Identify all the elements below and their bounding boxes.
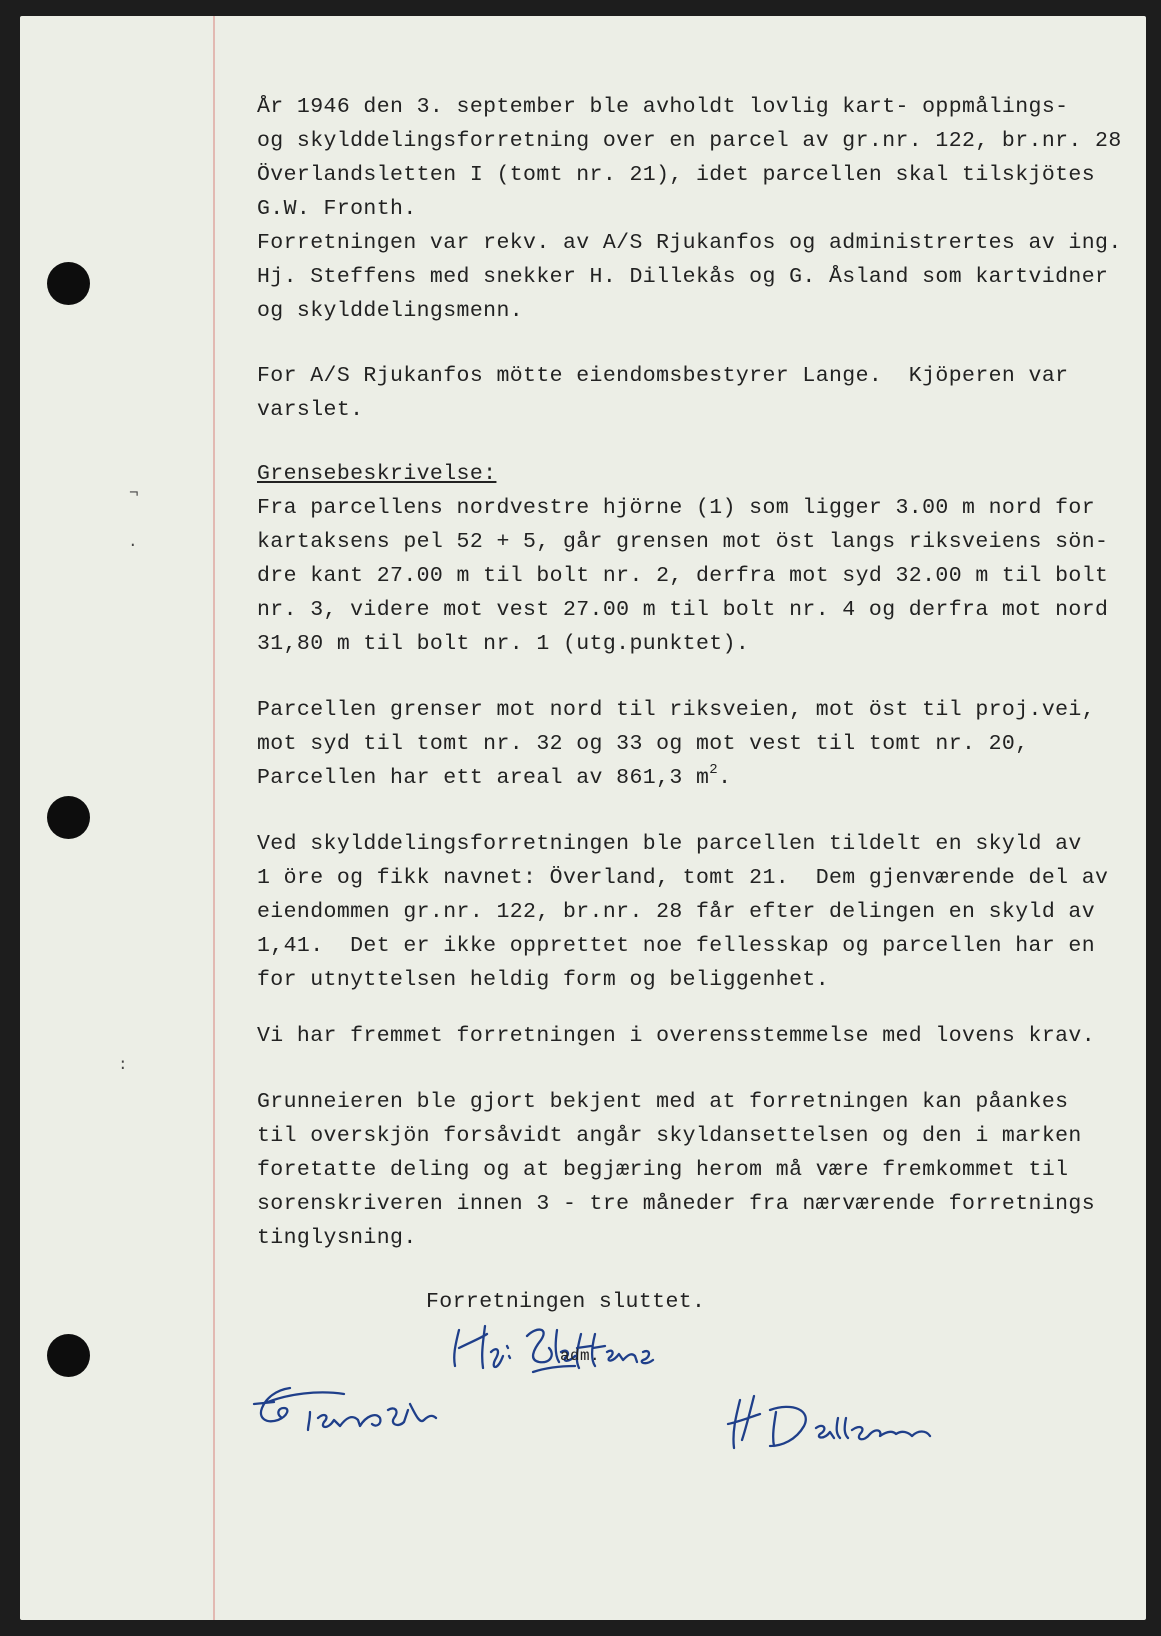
signature-dillekas [720, 1388, 970, 1458]
area-line [257, 762, 732, 790]
signature-steffens [445, 1316, 695, 1376]
appeal-line: Grunneieren ble gjort bekjent med at forretningen kan påankes [257, 1090, 1069, 1114]
punch-hole [47, 262, 90, 305]
appeal-line: tinglysning. [257, 1226, 417, 1250]
intro-line: og skylddelingsforretning over en parcel av gr.nr. 122, br.nr. 28 [257, 129, 1122, 153]
intro-line: og skylddelingsmenn. [257, 299, 524, 323]
attendance-line: varslet. [257, 398, 364, 422]
valuation-line: 1,41. Det er ikke opprettet noe fellesskap og parcellen har en [257, 934, 1096, 958]
appeal-line: sorenskriveren innen 3 - tre måneder fra nærværende forretnings [257, 1192, 1096, 1216]
area-end: . [718, 766, 732, 790]
intro-line: År 1946 den 3. september ble avholdt lovlig kart- oppmålings- [257, 95, 1069, 119]
margin-line [213, 16, 215, 1620]
intro-line: Överlandsletten I (tomt nr. 21), idet parcellen skal tilskjötes [257, 163, 1096, 187]
intro-line: G.W. Fronth. [257, 197, 417, 221]
punch-hole [47, 796, 90, 839]
margin-mark: · [128, 536, 138, 554]
neighbours-line: Parcellen grenser mot nord til riksveien, mot öst til proj.vei, [257, 698, 1096, 722]
boundary-heading: Grensebeskrivelse: [257, 462, 497, 486]
signature-asland [248, 1380, 458, 1440]
compliance-line: Vi har fremmet forretningen i overensstemmelse med lovens krav. [257, 1024, 1096, 1048]
valuation-line: Ved skylddelingsforretningen ble parcellen tildelt en skyld av [257, 832, 1082, 856]
margin-mark: ¬ [129, 484, 139, 502]
boundary-line: nr. 3, videre mot vest 27.00 m til bolt nr. 4 og derfra mot nord [257, 598, 1109, 622]
signature-title: adm. [560, 1347, 601, 1365]
boundary-line: dre kant 27.00 m til bolt nr. 2, derfra mot syd 32.00 m til bolt [257, 564, 1109, 588]
boundary-line: 31,80 m til bolt nr. 1 (utg.punktet). [257, 632, 750, 656]
appeal-line: foretatte deling og at begjæring herom må være fremkommet til [257, 1158, 1069, 1182]
margin-mark: : [118, 1056, 128, 1074]
appeal-line: til overskjön forsåvidt angår skyldansettelsen og den i marken [257, 1124, 1082, 1148]
attendance-line: For A/S Rjukanfos mötte eiendomsbestyrer Lange. Kjöperen var [257, 364, 1069, 388]
punch-hole [47, 1334, 90, 1377]
boundary-line: kartaksens pel 52 + 5, går grensen mot öst langs riksveiens sön- [257, 530, 1109, 554]
valuation-line: 1 öre og fikk navnet: Överland, tomt 21. Dem gjenværende del av [257, 866, 1109, 890]
valuation-line: for utnyttelsen heldig form og beliggenhet. [257, 968, 829, 992]
document-page [20, 16, 1146, 1620]
closing-line: Forretningen sluttet. [426, 1290, 706, 1314]
area-exponent: 2 [709, 762, 719, 778]
intro-line: Hj. Steffens med snekker H. Dillekås og G. Åsland som kartvidner [257, 265, 1109, 289]
boundary-line: Fra parcellens nordvestre hjörne (1) som ligger 3.00 m nord for [257, 496, 1096, 520]
area-text: Parcellen har ett areal av 861,3 m [257, 766, 710, 790]
intro-line: Forretningen var rekv. av A/S Rjukanfos og administrertes av ing. [257, 231, 1122, 255]
neighbours-line: mot syd til tomt nr. 32 og 33 og mot vest til tomt nr. 20, [257, 732, 1029, 756]
valuation-line: eiendommen gr.nr. 122, br.nr. 28 får efter delingen en skyld av [257, 900, 1096, 924]
